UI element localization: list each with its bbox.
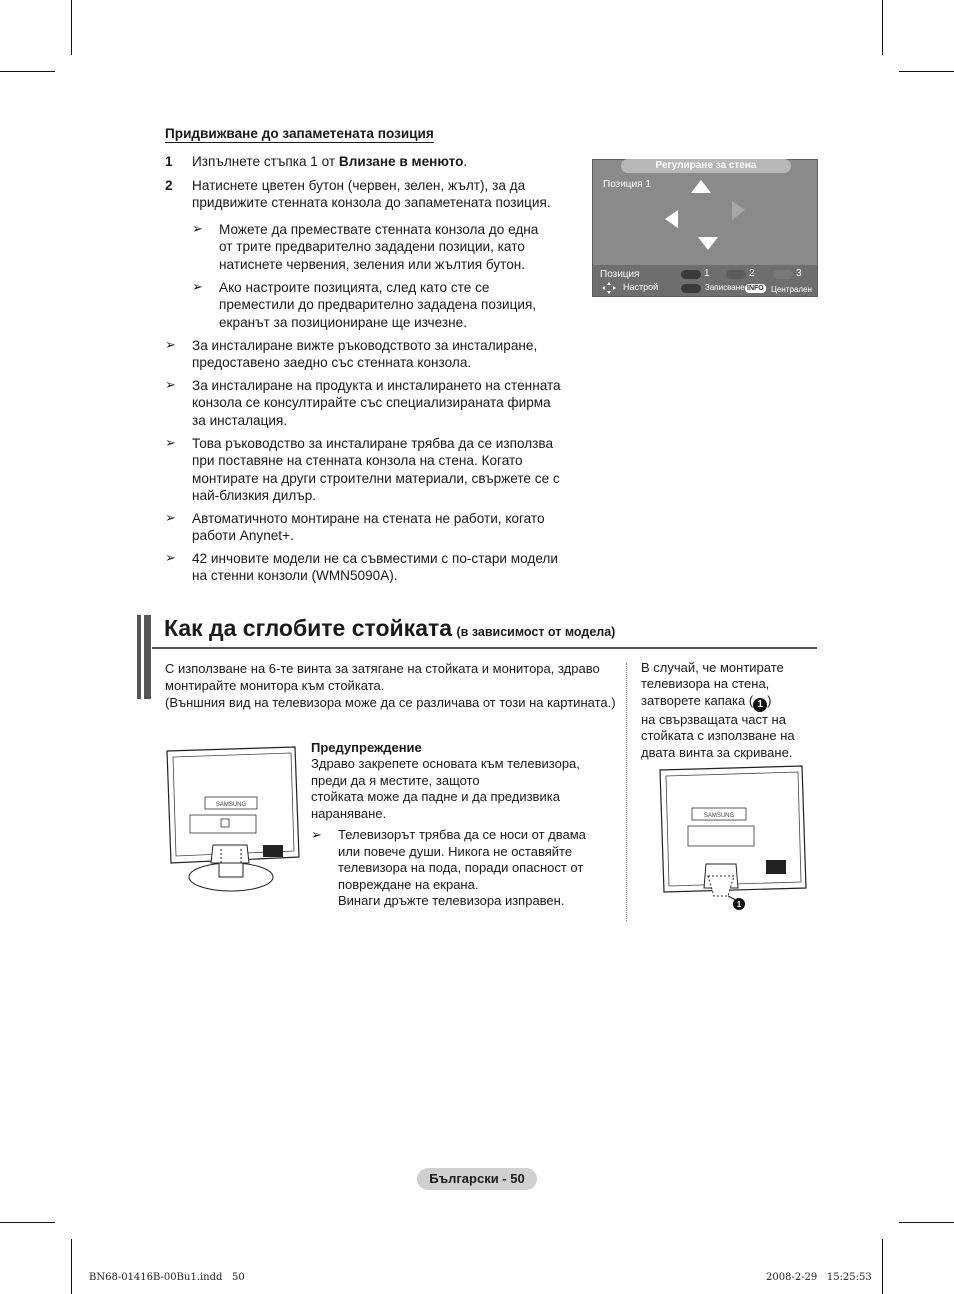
note: Автоматичното монтиране на стената не работи, когато работи Anynet+. [192, 511, 545, 544]
note: За инсталиране на продукта и инсталирането на стенната конзола се консултирайте със специализираната фирма за инсталация. [192, 378, 561, 428]
brand-logo: SAMSUNG [703, 813, 735, 819]
down-arrow-icon [698, 237, 718, 250]
note-arrow-icon: ➢ [192, 221, 203, 236]
osd-save: Записване [705, 283, 745, 292]
yellow-button-icon [773, 270, 793, 279]
section-title: Как да сглобите стойката (в зависимост от модела) [164, 615, 616, 641]
note: Това ръководство за инсталиране трябва да се използва при поставяне на стенната конзола на стена. Когато монтирате на други строителни материали, свържете се с най-близкия дилър. [192, 436, 560, 504]
note-arrow-icon: ➢ [165, 510, 176, 525]
sub-note: Ако настроите позицията, след като сте се преместили до предварително зададена позиция, екранът за позициониране ще изчезне. [219, 280, 537, 330]
page-number-badge: Български - 50 [417, 1168, 537, 1190]
section-rule [152, 647, 817, 649]
section-bar [137, 615, 141, 699]
crop-mark [882, 0, 883, 55]
svg-text:1: 1 [736, 900, 742, 909]
note-arrow-icon: ➢ [311, 827, 322, 842]
warning-text: Здраво закрепете основата към телевизора, преди да я местите, защото стойката може да падне и да предизвика нараняване. [311, 756, 580, 821]
osd-center: Централен [771, 285, 812, 294]
section-bar [144, 615, 151, 699]
print-file-info: BN68-01416B-00Bu1.indd 50 [89, 1272, 245, 1283]
red-button-icon [681, 270, 701, 279]
green-button-icon [726, 270, 746, 279]
info-button-icon: INFO [747, 285, 764, 292]
tv-stand-illustration [163, 745, 303, 897]
step-text: Натиснете цветен бутон (червен, зелен, жълт), за да придвижите стенната конзола до запаметената позиция. [192, 178, 551, 211]
osd-wall-mount-screen [592, 159, 818, 297]
left-arrow-icon [665, 210, 678, 228]
osd-footer-adjust: Настрой [623, 282, 659, 292]
crop-mark [0, 1222, 55, 1223]
osd-arrows [653, 176, 753, 256]
note-arrow-icon: ➢ [165, 435, 176, 450]
up-arrow-icon [691, 180, 711, 193]
print-date-info: 2008-2-29 15:25:53 [766, 1272, 872, 1283]
section-heading: Придвижване до запаметената позиция [165, 126, 434, 141]
blue-button-icon [681, 284, 701, 293]
callout-1-icon: 1 [753, 698, 767, 712]
step-text: Изпълнете стъпка 1 от Влизане в менюто. [192, 154, 468, 169]
osd-btn-2: 2 [749, 268, 755, 279]
crop-mark [71, 1239, 72, 1294]
step-number: 1 [165, 154, 173, 169]
step-number: 2 [165, 178, 173, 193]
osd-btn-3: 3 [796, 268, 802, 279]
osd-btn-1: 1 [704, 268, 710, 279]
sub-note: Можете да премествате стенната конзола до една от трите предварително зададени позиции, като натиснете червения, зеления или жълтия бутон. [219, 222, 539, 272]
note: 42 инчовите модели не са съвместими с по-стари модели на стенни конзоли (WMN5090A). [192, 551, 558, 584]
warning-title: Предупреждение [311, 740, 422, 755]
crop-mark [899, 1222, 954, 1223]
note-arrow-icon: ➢ [165, 550, 176, 565]
osd-title: Регулиране за стена [621, 159, 791, 173]
note-arrow-icon: ➢ [165, 337, 176, 352]
note-arrow-icon: ➢ [165, 377, 176, 392]
crop-mark [899, 71, 954, 72]
crop-mark [71, 0, 72, 55]
tv-wall-illustration [656, 764, 812, 912]
note: За инсталиране вижте ръководството за инсталиране, предоставено заедно със стенната конзола. [192, 338, 538, 371]
move-icon [602, 282, 616, 294]
column-divider [626, 663, 627, 921]
intro-text: С използване на 6-те винта за затягане на стойката и монитора, здраво монтирайте монитора към стойката. (Външния вид на телевизора може да се различава от този на картината.) [165, 661, 616, 710]
osd-position-label: Позиция 1 [603, 179, 651, 190]
osd-footer-position: Позиция [600, 269, 640, 280]
osd-footer [593, 265, 817, 296]
crop-mark [882, 1239, 883, 1294]
right-arrow-icon [732, 201, 745, 220]
crop-mark [0, 71, 55, 72]
note-arrow-icon: ➢ [192, 279, 203, 294]
wall-mount-text: В случай, че монтирате телевизора на стена, затворете капака ( 1 ) на свързващата част на стойката с използване на двата винта за скриване. [641, 660, 795, 760]
warning-note: Телевизорът трябва да се носи от двама или повече души. Никога не оставяйте телевизора на пода, поради опасност от повреждане на екрана. Винаги дръжте телевизора изправен. [338, 827, 586, 908]
brand-logo: SAMSUNG [215, 802, 247, 808]
